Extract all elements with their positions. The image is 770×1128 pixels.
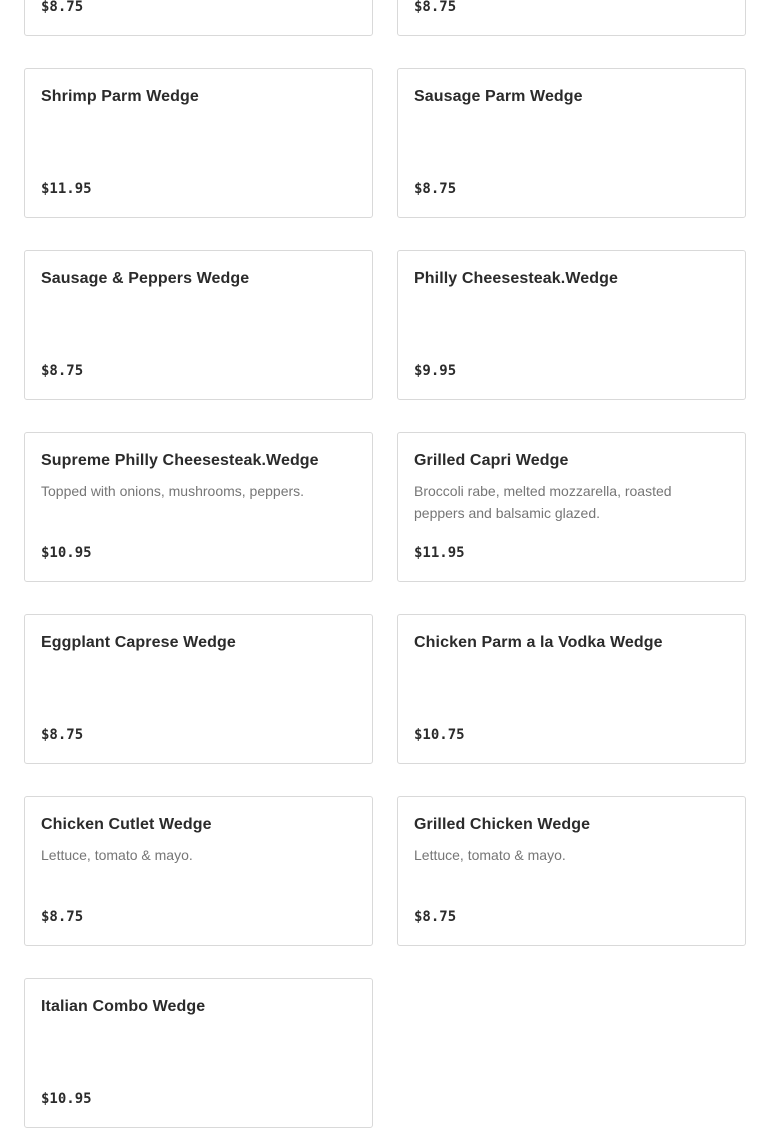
menu-item-card[interactable] — [397, 614, 746, 764]
menu-item-price: $8.75 — [41, 0, 84, 15]
menu-item-description: Lettuce, tomato & mayo. — [414, 847, 566, 863]
menu-item-name: Sausage Parm Wedge — [414, 88, 583, 105]
menu-item-price: $8.75 — [414, 181, 457, 197]
menu-item-card[interactable] — [24, 432, 373, 582]
menu-item-card[interactable] — [397, 250, 746, 400]
menu-item-name: Chicken Cutlet Wedge — [41, 816, 212, 833]
menu-item-name: Grilled Chicken Wedge — [414, 816, 591, 833]
menu-item-description: Topped with onions, mushrooms, peppers. — [41, 483, 305, 499]
menu-item-price: $10.95 — [41, 545, 92, 561]
menu-item-name: Italian Combo Wedge — [41, 998, 206, 1015]
menu-item-name: Chicken Parm a la Vodka Wedge — [414, 634, 663, 651]
menu-item-price: $11.95 — [414, 545, 465, 561]
menu-item-price: $9.95 — [414, 363, 457, 379]
menu-item-price: $10.95 — [41, 1091, 92, 1107]
menu-item-name: Sausage & Peppers Wedge — [41, 270, 250, 287]
menu-item-name: Eggplant Caprese Wedge — [41, 634, 236, 651]
menu-item-card[interactable] — [24, 614, 373, 764]
menu-item-card[interactable] — [397, 68, 746, 218]
menu-item-name: Grilled Capri Wedge — [414, 452, 569, 469]
menu-item-name: Supreme Philly Cheesesteak.Wedge — [41, 452, 319, 469]
menu-item-card[interactable] — [397, 796, 746, 946]
menu-item-card[interactable] — [24, 0, 373, 36]
menu-item-description: Broccoli rabe, melted mozzarella, roasted peppers and balsamic glazed. — [414, 483, 672, 521]
menu-item-name: Philly Cheesesteak.Wedge — [414, 270, 618, 287]
menu-item-price: $8.75 — [41, 909, 84, 925]
menu-item-price: $8.75 — [41, 727, 84, 743]
menu-item-name: Shrimp Parm Wedge — [41, 88, 199, 105]
menu-item-price: $8.75 — [414, 0, 457, 15]
menu-item-card[interactable] — [397, 432, 746, 582]
menu-item-card[interactable] — [24, 796, 373, 946]
menu-item-price: $8.75 — [414, 909, 457, 925]
menu-item-card[interactable] — [24, 978, 373, 1128]
menu-item-price: $8.75 — [41, 363, 84, 379]
menu-item-price: $10.75 — [414, 727, 465, 743]
menu-item-card[interactable] — [397, 0, 746, 36]
menu-item-card[interactable] — [24, 68, 373, 218]
menu-item-card[interactable] — [24, 250, 373, 400]
menu-item-description: Lettuce, tomato & mayo. — [41, 847, 193, 863]
menu-item-price: $11.95 — [41, 181, 92, 197]
